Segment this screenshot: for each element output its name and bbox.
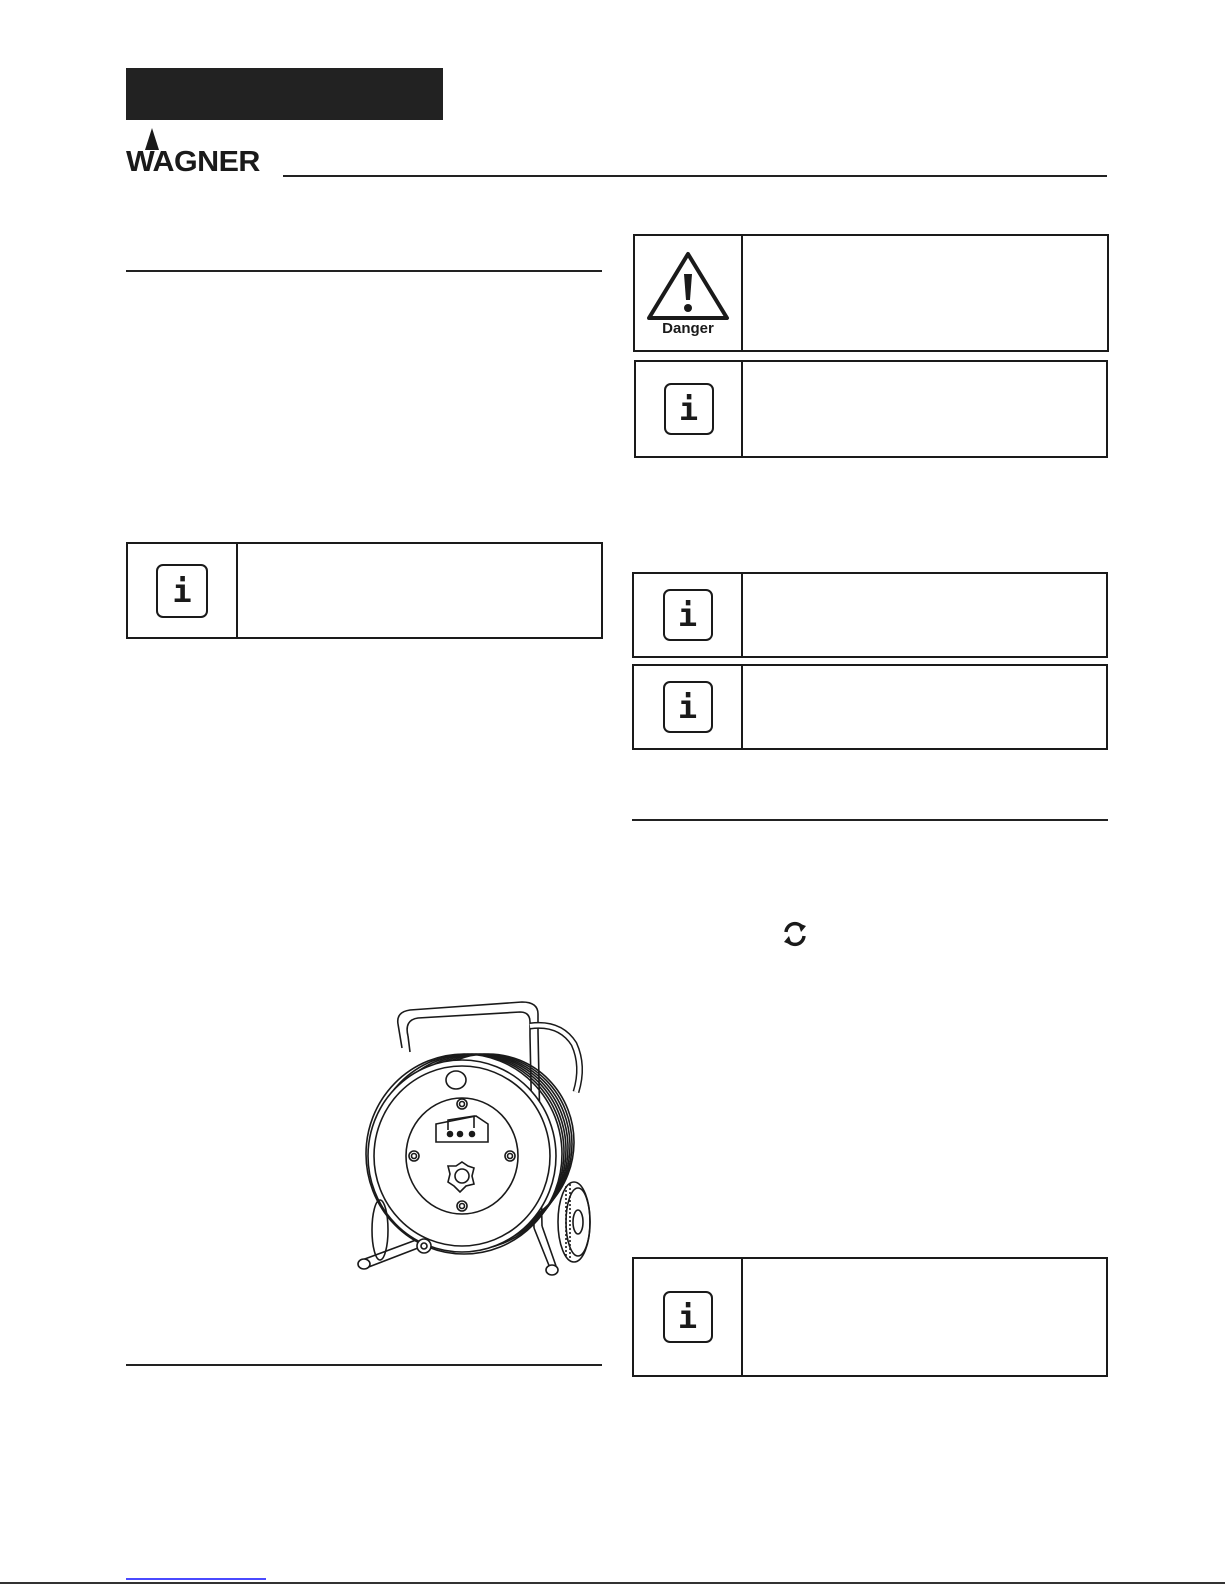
info-note-right-4 [632,1257,1108,1377]
header-bar [126,68,443,120]
info-icon-cell [634,666,743,748]
danger-icon-cell [635,236,743,350]
info-text [236,544,601,637]
info-icon: i [663,1291,713,1343]
info-icon: i [664,383,714,435]
section-rule-left-top [126,270,602,272]
warning-triangle-icon [645,250,731,322]
info-text [741,362,1106,456]
info-icon-cell [636,362,743,456]
info-icon: i [663,681,713,733]
info-icon-cell [128,544,238,637]
info-icon-cell [634,574,743,656]
info-note-right-3 [632,664,1108,750]
section-rule-left-bottom [126,1364,602,1366]
info-text [741,1259,1106,1375]
info-icon-cell [634,1259,743,1375]
info-note-right-1 [634,360,1108,458]
header-rule [283,175,1107,177]
info-note-left-1 [126,542,603,639]
footer-rule [0,1582,1225,1584]
footer-link-underline[interactable] [126,1578,266,1580]
hose-reel-illustration [352,996,608,1282]
danger-note [633,234,1109,352]
wagner-logo [124,128,280,180]
brand-name: WAGNER [126,146,260,178]
info-icon: i [663,589,713,641]
danger-label: Danger [662,319,714,337]
refresh-icon [781,920,809,948]
info-text [741,666,1106,748]
info-icon: i [156,564,208,618]
info-text [741,574,1106,656]
info-note-right-2 [632,572,1108,658]
danger-text [741,236,1107,350]
section-rule-right-mid [632,819,1108,821]
